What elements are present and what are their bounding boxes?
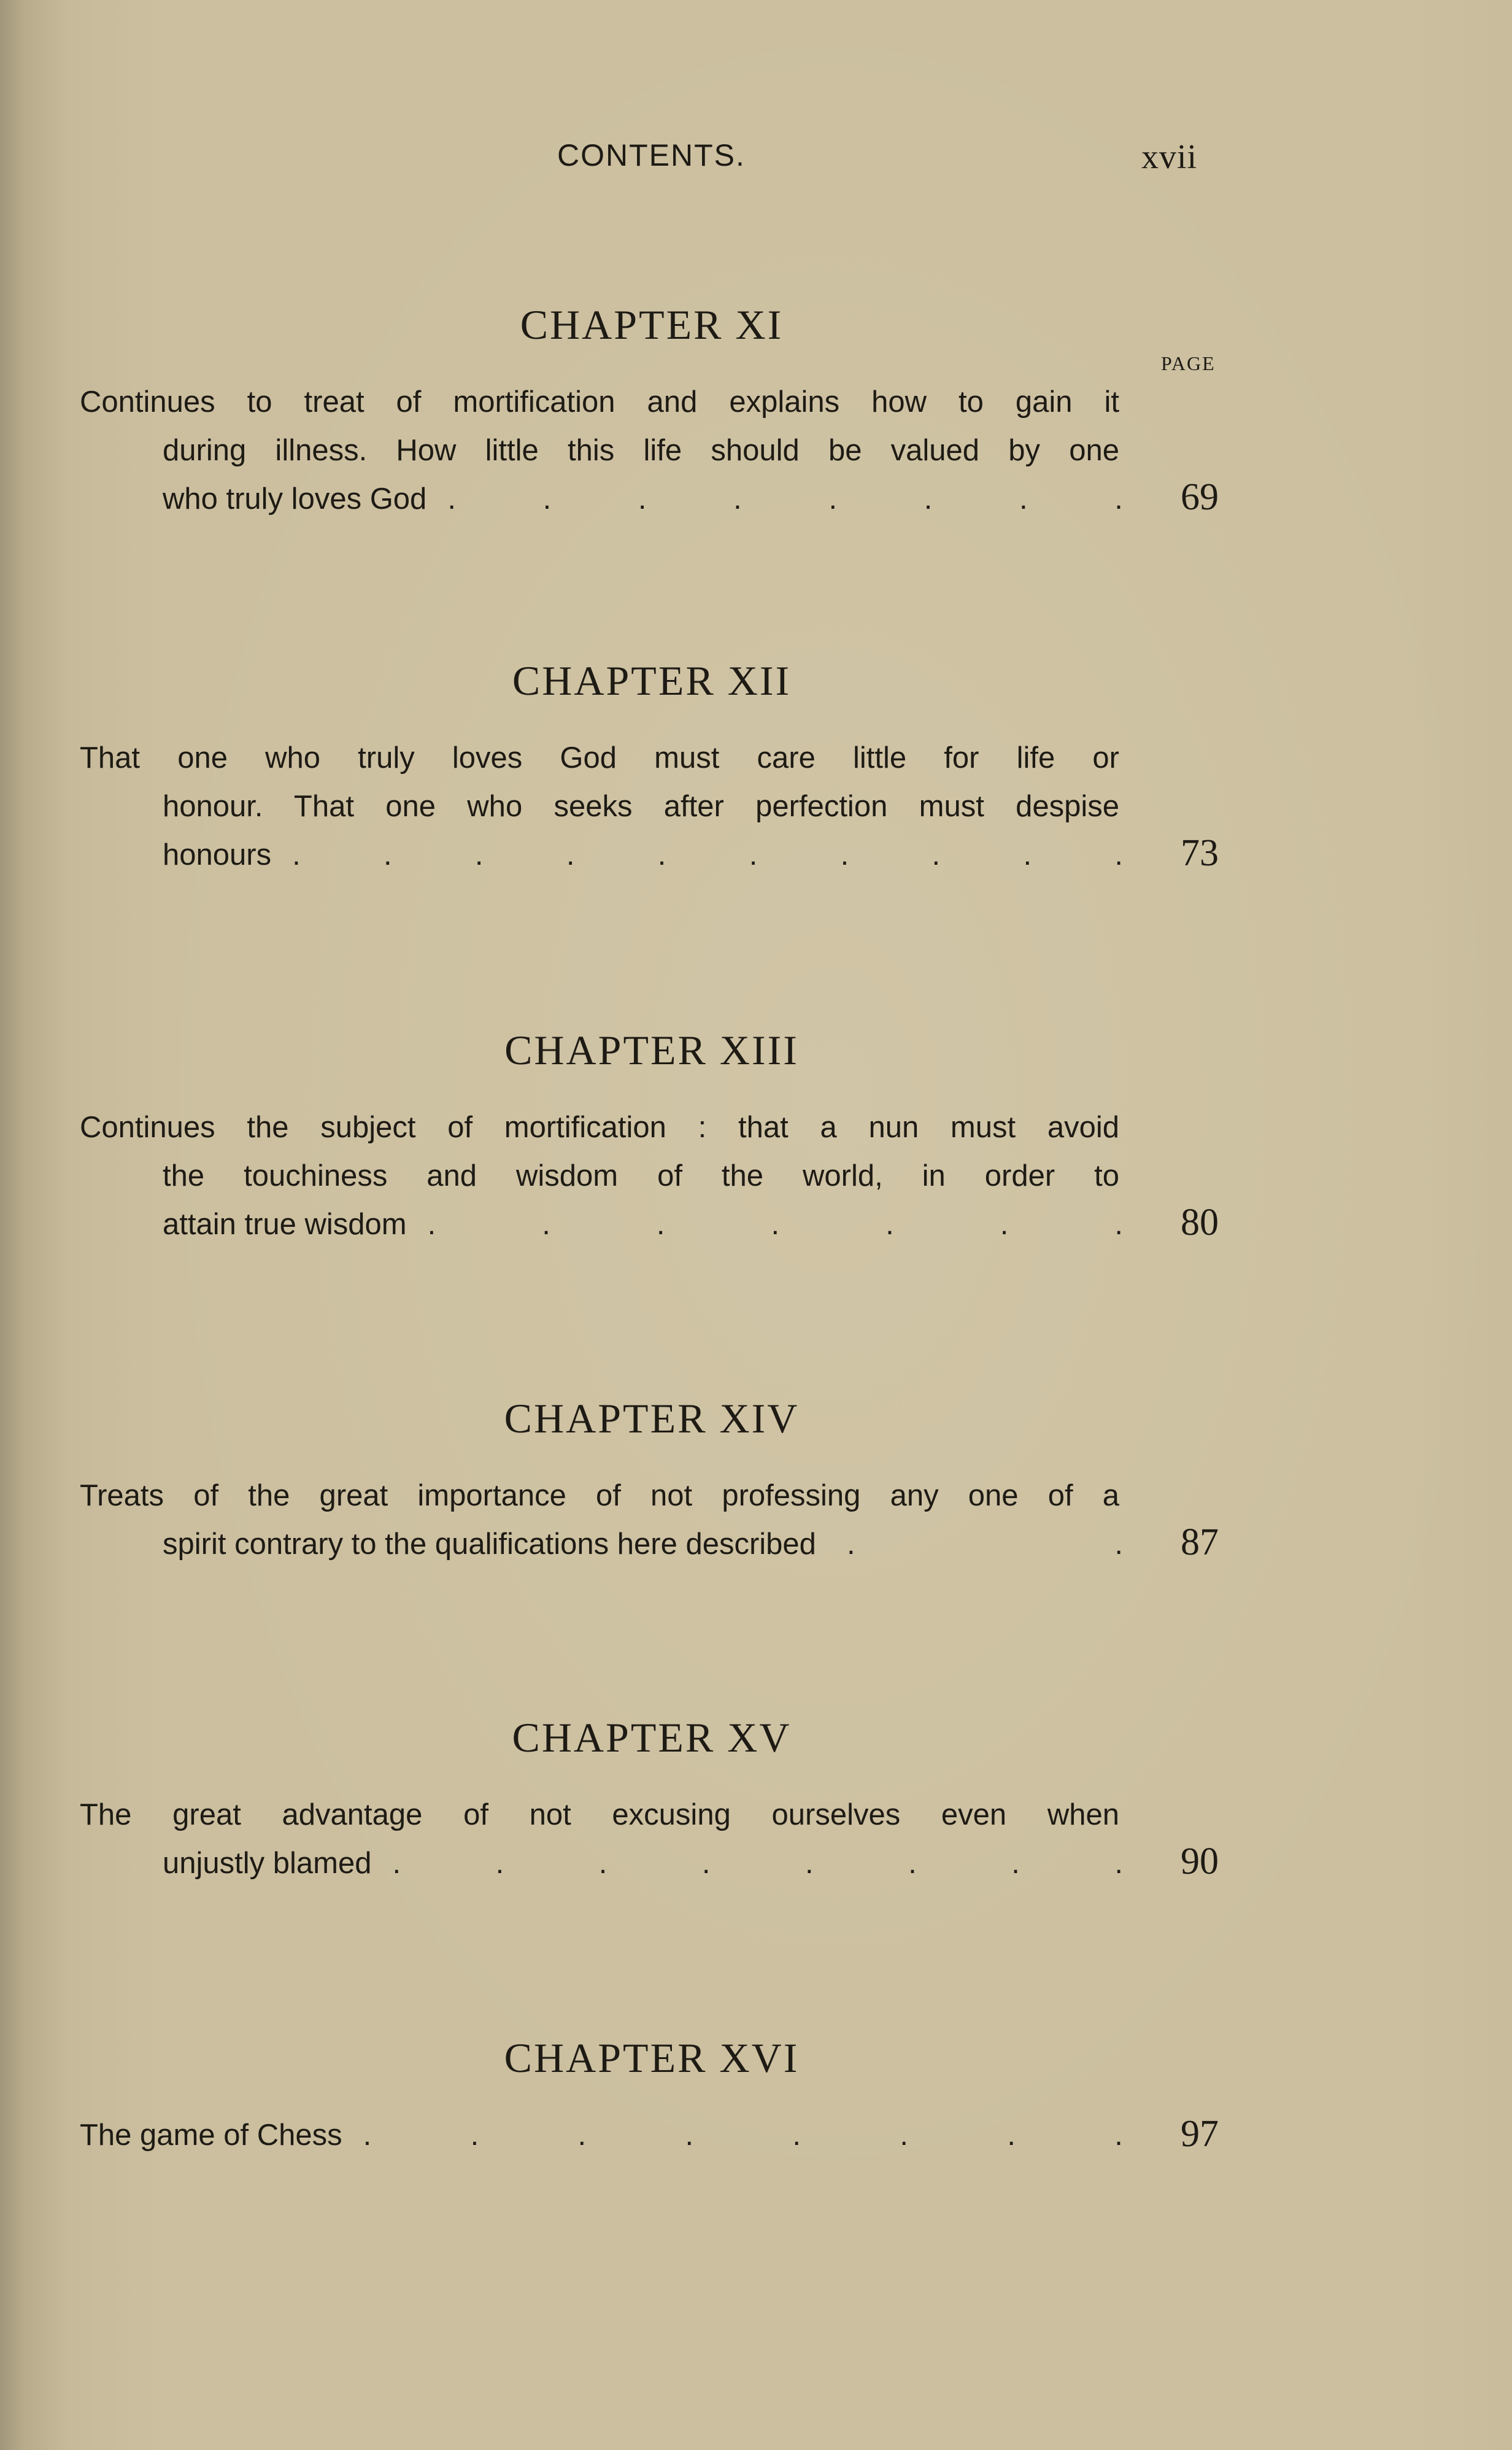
dot-leader: . . . . . . . . <box>447 482 1123 516</box>
summary-line-text: attain true wisdom <box>163 1208 407 1241</box>
dot-leader: . . <box>846 1528 1123 1561</box>
running-header <box>0 137 1512 187</box>
summary-line-text: spirit contrary to the qualifications here described <box>163 1528 816 1561</box>
chapter-summary <box>80 378 1123 524</box>
chapter-summary <box>80 1472 1123 1569</box>
chapter-summary <box>80 734 1123 879</box>
chapter-heading: CHAPTER XIV <box>504 1395 800 1442</box>
chapter-page-number: 97 <box>1181 2113 1219 2155</box>
running-title: CONTENTS. <box>557 138 746 172</box>
summary-line <box>80 1200 1123 1249</box>
summary-line: That one who truly loves God must care little for life or <box>80 741 1119 775</box>
summary-line: the touchiness and wisdom of the world, in order to <box>163 1159 1119 1192</box>
chapter-summary <box>80 2111 1123 2160</box>
dot-leader: . . . . . . . <box>427 1208 1123 1241</box>
chapter-page-number: 90 <box>1181 1841 1219 1882</box>
summary-line-text: The game of Chess <box>80 2119 342 2152</box>
chapter-page-number: 69 <box>1181 476 1219 518</box>
summary-line-text: unjustly blamed <box>163 1847 372 1880</box>
chapter-page-number: 80 <box>1181 1202 1219 1243</box>
summary-line: Continues the subject of mortification : that a nun must avoid <box>80 1111 1119 1144</box>
chapter-summary <box>80 1791 1123 1888</box>
summary-line <box>80 475 1123 524</box>
dot-leader: . . . . . . . . . . <box>292 838 1123 871</box>
summary-line: Continues to treat of mortification and explains how to gain it <box>80 385 1119 419</box>
chapter-heading: CHAPTER XVI <box>504 2035 800 2081</box>
chapter-heading: CHAPTER XV <box>512 1714 792 1761</box>
page-column-label: PAGE <box>1161 352 1216 374</box>
chapter-page-number: 87 <box>1181 1521 1219 1563</box>
dot-leader: . . . . . . . . <box>392 1847 1123 1880</box>
summary-line <box>80 1520 1123 1569</box>
summary-line <box>80 831 1123 879</box>
chapter-heading: CHAPTER XI <box>520 301 784 348</box>
summary-line-text: honours <box>163 838 272 871</box>
summary-line: Treats of the great importance of not professing any one of a <box>80 1479 1119 1512</box>
summary-line: honour. That one who seeks after perfection must despise <box>163 790 1119 823</box>
chapter-page-number: 73 <box>1181 832 1219 874</box>
summary-line <box>80 1839 1123 1888</box>
summary-line: during illness. How little this life should be valued by one <box>163 434 1119 467</box>
chapter-heading: CHAPTER XIII <box>504 1027 799 1073</box>
summary-line <box>80 2111 1123 2160</box>
page-number: xvii <box>1141 138 1198 176</box>
summary-line-text: who truly loves God <box>163 482 427 516</box>
chapter-heading: CHAPTER XII <box>512 657 792 704</box>
chapter-summary <box>80 1103 1123 1249</box>
dot-leader: . . . . . . . . <box>363 2119 1123 2152</box>
summary-line: The great advantage of not excusing ourselves even when <box>80 1798 1119 1831</box>
